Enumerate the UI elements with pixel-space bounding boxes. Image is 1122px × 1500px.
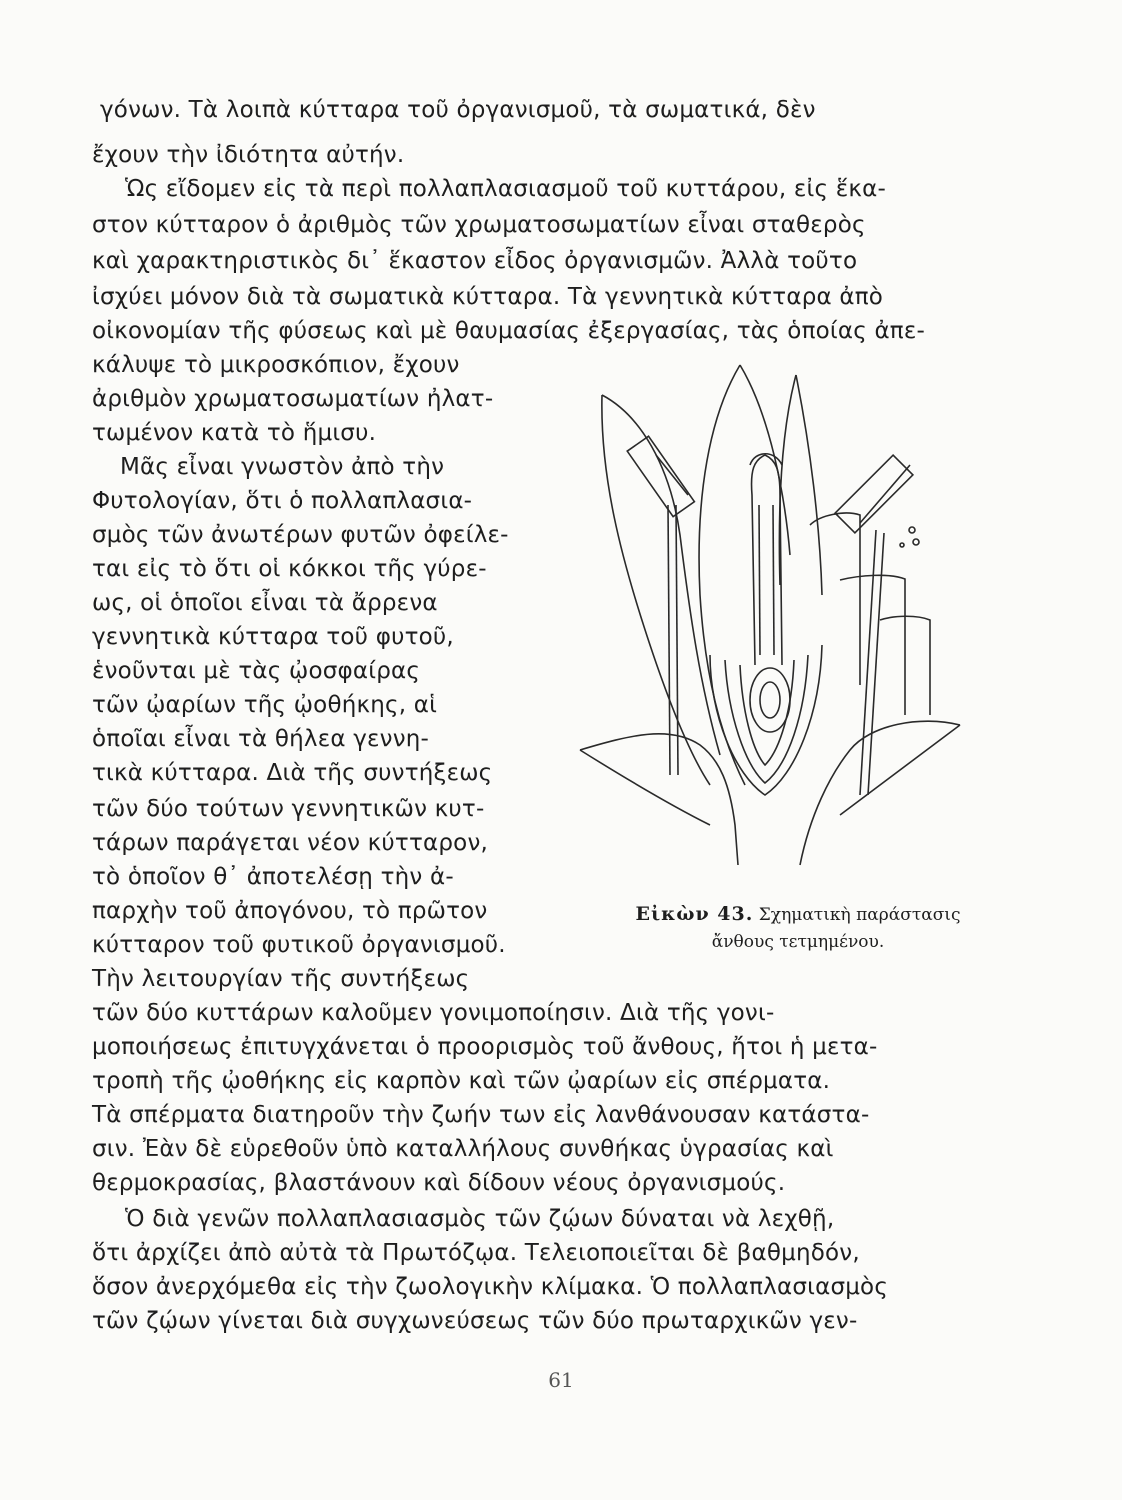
text-line: μοποιήσεως ἐπιτυγχάνεται ὁ προορισμὸς τοῦ ἄνθους, ἤτοι ἡ μετα- [92,1034,878,1060]
text-line: ὅτι ἀρχίζει ἀπὸ αὐτὰ τὰ Πρωτόζῳα. Τελειοποιεῖται δὲ βαθμηδόν, [92,1240,860,1266]
text-line: τῶν δύο κυττάρων καλοῦμεν γονιμοποίησιν. Διὰ τῆς γονι- [92,1000,775,1026]
text-line: οἰκονομίαν τῆς φύσεως καὶ μὲ θαυμασίας ἐξεργασίας, τὰς ὁποίας ἀπε- [92,318,925,344]
text-line: θερμοκρασίας, βλαστάνουν καὶ δίδουν νέους ὀργανισμούς. [92,1170,786,1196]
text-line: παρχὴν τοῦ ἀπογόνου, τὸ πρῶτον [92,898,488,924]
text-line: τὸ ὁποῖον θ᾽ ἀποτελέσῃ τὴν ἀ- [92,864,454,890]
text-line: τωμένον κατὰ τὸ ἥμισυ. [92,420,377,446]
text-line: ὅσον ἀνερχόμεθα εἰς τὴν ζωολογικὴν κλίμακα. Ὁ πολλαπλασιασμὸς [92,1274,889,1300]
text-line: Τὰ σπέρματα διατηροῦν τὴν ζωήν των εἰς λανθάνουσαν κατάστα- [92,1102,870,1128]
figure-caption-line2: ἄνθους τετμημένου. [711,932,885,952]
flower-section-illustration [560,355,980,885]
text-line: τάρων παράγεται νέον κύτταρον, [92,830,489,856]
figure-label: Εἰκὼν 43. [635,903,754,925]
page-number: 61 [548,1368,574,1392]
text-line: ως, οἱ ὁποῖοι εἶναι τὰ ἄρρενα [92,590,438,616]
text-line: τῶν ζῴων γίνεται διὰ συγχωνεύσεως τῶν δύο πρωταρχικῶν γεν- [92,1308,858,1334]
figure-caption-continuation [598,930,998,954]
text-line: σιν. Ἐὰν δὲ εὑρεθοῦν ὑπὸ καταλλήλους συνθήκας ὑγρασίας καὶ [92,1136,834,1162]
text-line: τικὰ κύτταρα. Διὰ τῆς συντήξεως [92,760,493,786]
text-line: γεννητικὰ κύτταρα τοῦ φυτοῦ, [92,624,454,650]
text-line: ἑνοῦνται μὲ τὰς ᾠοσφαίρας [92,658,421,684]
text-line: κάλυψε τὸ μικροσκόπιον, ἔχουν [92,352,460,378]
text-line: Μᾶς εἶναι γνωστὸν ἀπὸ τὴν [120,454,445,480]
text-line: ὁποῖαι εἶναι τὰ θήλεα γεννη- [92,726,430,752]
text-line: καὶ χαρακτηριστικὸς δι᾽ ἕκαστον εἶδος ὀργανισμῶν. Ἀλλὰ τοῦτο [92,248,858,274]
text-line: τροπὴ τῆς ᾠοθήκης εἰς καρπὸν καὶ τῶν ᾠαρίων εἰς σπέρματα. [92,1068,831,1094]
figure-caption-line1: Σχηματικὴ παράστασις [758,905,961,925]
text-line: ἀριθμὸν χρωματοσωματίων ἠλατ- [92,386,494,412]
text-line: στον κύτταρον ὁ ἀριθμὸς τῶν χρωματοσωματίων εἶναι σταθερὸς [92,212,866,238]
text-line: σμὸς τῶν ἀνωτέρων φυτῶν ὀφείλε- [92,522,509,548]
text-line: Ὁ διὰ γενῶν πολλαπλασιασμὸς τῶν ζῴων δύναται νὰ λεχθῇ, [125,1206,835,1232]
text-line: γόνων. Τὰ λοιπὰ κύτταρα τοῦ ὀργανισμοῦ, τὰ σωματικά, δὲν [100,97,816,123]
text-line: ἔχουν τὴν ἰδιότητα αὐτήν. [92,142,405,168]
text-line: Τὴν λειτουργίαν τῆς συντήξεως [92,966,470,992]
text-line: τῶν ᾠαρίων τῆς ᾠοθήκης, αἱ [92,692,438,718]
text-line: κύτταρον τοῦ φυτικοῦ ὀργανισμοῦ. [92,932,506,958]
text-line: τῶν δύο τούτων γεννητικῶν κυτ- [92,796,485,822]
text-line: ἰσχύει μόνον διὰ τὰ σωματικὰ κύτταρα. Τὰ γεννητικὰ κύτταρα ἀπὸ [92,284,884,310]
figure-caption [598,902,998,927]
text-line: ται εἰς τὸ ὅτι οἱ κόκκοι τῆς γύρε- [92,556,487,582]
text-line: Ὡς εἴδομεν εἰς τὰ περὶ πολλαπλασιασμοῦ τοῦ κυττάρου, εἰς ἕκα- [125,176,886,202]
text-line: Φυτολογίαν, ὅτι ὁ πολλαπλασια- [92,488,473,514]
